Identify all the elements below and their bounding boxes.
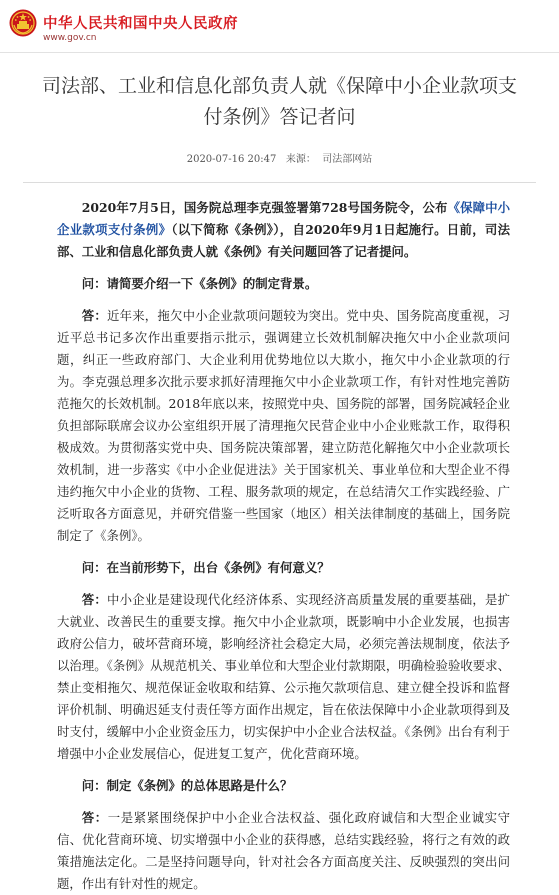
answer-label: 答：	[81, 810, 108, 825]
article-title: 司法部、工业和信息化部负责人就《保障中小企业款项支付条例》答记者问	[41, 75, 517, 128]
answer-label: 答：	[81, 308, 107, 323]
answer-3	[57, 807, 510, 895]
question-3: 问：制定《条例》的总体思路是什么？	[81, 778, 293, 793]
question-2: 问：在当前形势下，出台《条例》有何意义？	[81, 560, 330, 575]
regulation-link[interactable]: 《保障中小企业款项支付条例》	[57, 200, 511, 237]
header-divider	[0, 52, 559, 53]
answer-label: 答：	[81, 592, 107, 607]
lead-text-2: （以下简称《条例》），自2020年9月1日起施行。日前，司法部、工业和信息化部负责人就《条例》有关问题回答了记者提问。	[57, 222, 510, 259]
lead-text-1: 2020年7月5日，国务院总理李克强签署第728号国务院令，公布	[81, 200, 448, 215]
article-source: 司法部网站	[322, 154, 373, 165]
answer-text: 中小企业是建设现代化经济体系、实现经济高质量发展的重要基础，是扩大就业、改善民生的重要支撑。拖欠中小企业款项，既影响中小企业发展，也损害政府公信力，破坏营商环境，影响经济社会稳定大局，必须完善法规制度，依法予以治理。《条例》从规范机关、事业单位和大型企业付款期限，明确检验验收要求、禁止变相拖欠、规范保证金收取和结算、公示拖欠款项信息、建立健全投诉和监督评价机制、明确迟延支付责任等方面作出规定，旨在依法保障中小企业款项得到及时支付，缓解中小企业资金压力，切实保护中小企业合法权益。《条例》出台有利于增强中小企业发展信心，促进复工复产，优化营商环境。	[57, 592, 511, 761]
answer-2	[57, 589, 510, 765]
title-divider	[23, 182, 536, 183]
answer-text: 近年来，拖欠中小企业款项问题较为突出。党中央、国务院高度重视，习近平总书记多次作出重要指示批示，强调建立长效机制解决拖欠中小企业款项问题，纠正一些政府部门、大企业利用优势地位以大欺小，拖欠中小企业款项的行为。李克强总理多次批示要求抓好清理拖欠中小企业款项工作，有针对性地完善防范拖欠的长效机制。2018年底以来，按照党中央、国务院的部署，国务院减轻企业负担部际联席会议办公室组织开展了清理拖欠民营企业中小企业账款工作，取得积极成效。为贯彻落实党中央、国务院决策部署，建立防范化解拖欠中小企业款项长效机制，进一步落实《中小企业促进法》关于国家机关、事业单位和大型企业不得违约拖欠中小企业的货物、工程、服务款项的规定，在总结清欠工作实践经验、广泛听取各方面意见，并研究借鉴一些国家（地区）相关法律制度的基础上，国务院制定了《条例》。	[57, 308, 511, 543]
article-date: 2020-07-16 20:47	[186, 154, 277, 165]
answer-1	[57, 305, 510, 547]
answer-text: 一是紧紧围绕保护中小企业合法权益、强化政府诚信和大型企业诚实守信、优化营商环境、切实增强中小企业的获得感，总结实践经验，将行之有效的政策措施法定化。二是坚持问题导向，针对社会各方面高度关注、反映强烈的突出问题，作出有针对性的规定。	[57, 810, 511, 891]
site-header	[0, 0, 559, 52]
site-url[interactable]: www.gov.cn	[43, 33, 97, 43]
source-label: 来源：	[285, 154, 316, 165]
article-body	[57, 197, 510, 895]
question-1: 问：请简要介绍一下《条例》的制定背景。	[81, 276, 318, 291]
lead-paragraph	[57, 197, 510, 263]
national-emblem-icon	[9, 9, 37, 37]
article-meta	[0, 150, 559, 165]
site-name[interactable]: 中华人民共和国中央人民政府	[43, 16, 238, 32]
